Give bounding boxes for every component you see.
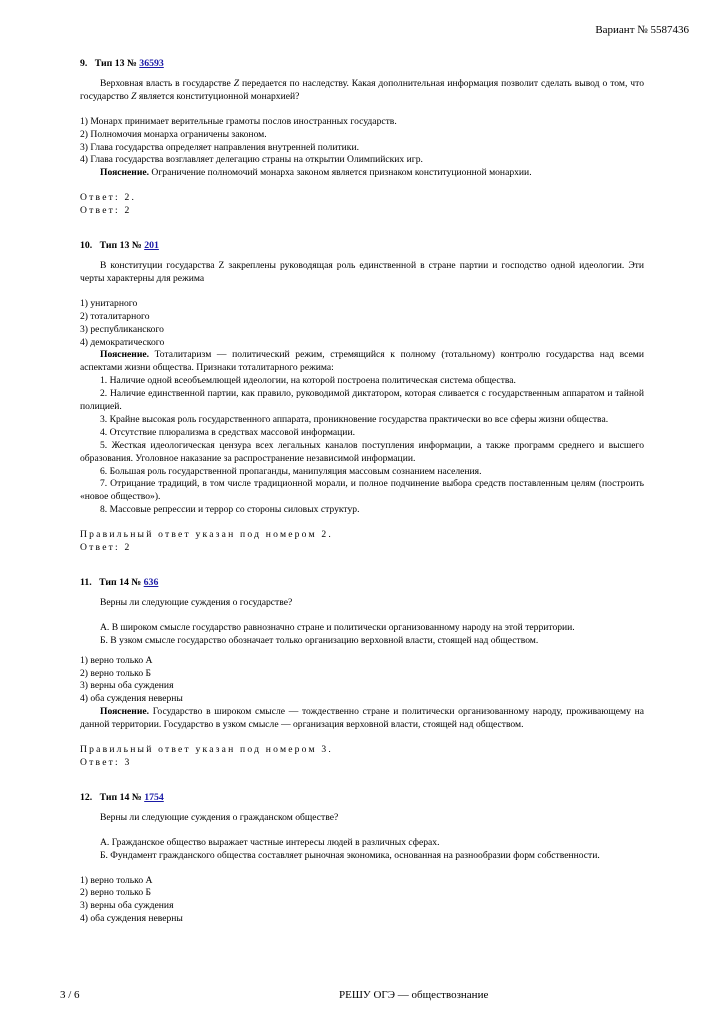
question-heading [80,577,644,590]
answer-option: 3) Глава государства определяет направления внутренней политики. [80,141,359,153]
explanation-item: 3. Крайне высокая роль государственного аппарата, проникновение государства практически во все сферы жизни общества. [100,413,609,425]
question-text: Верны ли следующие суждения о гражданском обществе? [100,811,339,823]
question-number: 12. [80,791,93,803]
judgement: Б. Фундамент гражданского общества составляет рыночная экономика, основанная на разнообразии форм собственности. [100,849,600,861]
explanation-item: 2. Наличие единственной партии, как правило, руководимой диктатором, которая сливается с государственным аппаратом и тайной полицией. [80,388,644,413]
answer-options [80,655,644,707]
footer-title: РЕШУ ОГЭ — обществознание [339,989,489,1001]
answer-options [80,875,644,927]
answer-line: Ответ: 2 [80,205,132,217]
answer-option: 4) оба суждения неверны [80,913,183,925]
question-id-link[interactable]: 1754 [144,791,164,803]
question-number: 10. [80,240,93,252]
answer-option: 3) верны оба суждения [80,680,174,692]
explanation-item: 5. Жесткая идеологическая цензура всех легальных каналов поступления информации, а также программ среднего и высшего образования. Уголовное наказание за распространение независимой информации. [80,439,644,464]
answer-option: 1) верно только А [80,654,153,666]
variant-header: Вариант № 5587436 [595,24,689,36]
explanation: Пояснение. Ограничение полномочий монарха законом является признаком конституционной монархии. [100,167,532,179]
answer-line: Ответ: 2 [80,542,132,554]
answer-option: 2) верно только Б [80,667,152,679]
question-id-link[interactable]: 36593 [139,58,164,69]
answer-option: 4) демократического [80,336,165,348]
page-number: 3 / 6 [60,989,80,1001]
answer-line: Правильный ответ указан под номером 3. [80,744,333,756]
answer-line: Правильный ответ указан под номером 2. [80,529,333,541]
explanation-item: 4. Отсутствие плюрализма в средствах массовой информации. [100,426,355,438]
answer-options [80,116,644,168]
question-type: Тип 14 № [99,791,142,803]
question-heading [80,792,644,805]
answer-line: Ответ: 3 [80,756,132,768]
question-heading [80,58,644,71]
answer-option: 2) Полномочия монарха ограничены законом. [80,128,267,140]
answer-option: 4) оба суждения неверны [80,693,183,705]
question-11 [80,577,644,770]
answer-option: 1) унитарного [80,297,138,309]
explanation-item: 8. Массовые репрессии и террор со стороны силовых структур. [100,504,360,516]
question-number: 11. [80,577,92,588]
answer-option: 3) верны оба суждения [80,900,174,912]
answer-options [80,298,644,350]
question-number: 9. [80,58,88,69]
question-heading [80,240,644,253]
answer-line: Ответ: 2. [80,192,137,204]
answer-option: 4) Глава государства возглавляет делегацию страны на открытии Олимпийских игр. [80,154,423,166]
question-id-link[interactable]: 201 [144,240,159,252]
question-9 [80,58,644,218]
judgement: А. В широком смысле государство равнозначно стране и политически организованному народу на этой территории. [100,621,575,633]
question-type: Тип 13 № [99,240,142,252]
answer-option: 1) Монарх принимает верительные грамоты послов иностранных государств. [80,115,397,127]
answer-option: 3) республиканского [80,323,164,335]
answer-option: 2) верно только Б [80,887,152,899]
answer-option: 1) верно только А [80,874,153,886]
explanation-item: 6. Большая роль государственной пропаганды, манипуляция массовым сознанием населения. [100,465,482,477]
question-type: Тип 14 № [99,577,142,588]
question-text: В конституции государства Z закреплены руководящая роль единственной в стране партии и господство одной идеологии. Эти черты характерны для режима [80,259,644,284]
explanation: Пояснение. Государство в широком смысле — тождественно стране и политически организованному народу, проживающему на данной территории. Государство в узком смысле — организация верховной власти, стоящей над обществом. [80,706,644,731]
judgement: Б. В узком смысле государство обозначает только организацию верховной власти, стоящей над обществом. [100,634,539,646]
question-text: Верховная власть в государстве Z передается по наследству. Какая дополнительная информация позволит сделать вывод о том, что государство Z является конституционной монархией? [80,77,644,102]
question-12 [80,792,644,926]
explanation: Пояснение. Тоталитаризм — политический режим, стремящийся к полному (тотальному) контролю государства над всеми аспектами жизни общества. Признаки тоталитарного режима: [80,349,644,374]
question-10 [80,240,644,555]
explanation-item: 1. Наличие одной всеобъемлющей идеологии, на которой построена политическая система общества. [100,375,516,387]
questions-content [80,58,644,926]
explanation-item: 7. Отрицание традиций, в том числе традиционной морали, и полное подчинение выбора средств поставленным целям (построить «новое общество»). [80,478,644,503]
judgement: А. Гражданское общество выражает частные интересы людей в различных сферах. [100,836,440,848]
answer-option: 2) тоталитарного [80,310,150,322]
question-id-link[interactable]: 636 [143,577,159,588]
question-text: Верны ли следующие суждения о государстве? [100,596,293,608]
question-type: Тип 13 № [94,58,137,69]
